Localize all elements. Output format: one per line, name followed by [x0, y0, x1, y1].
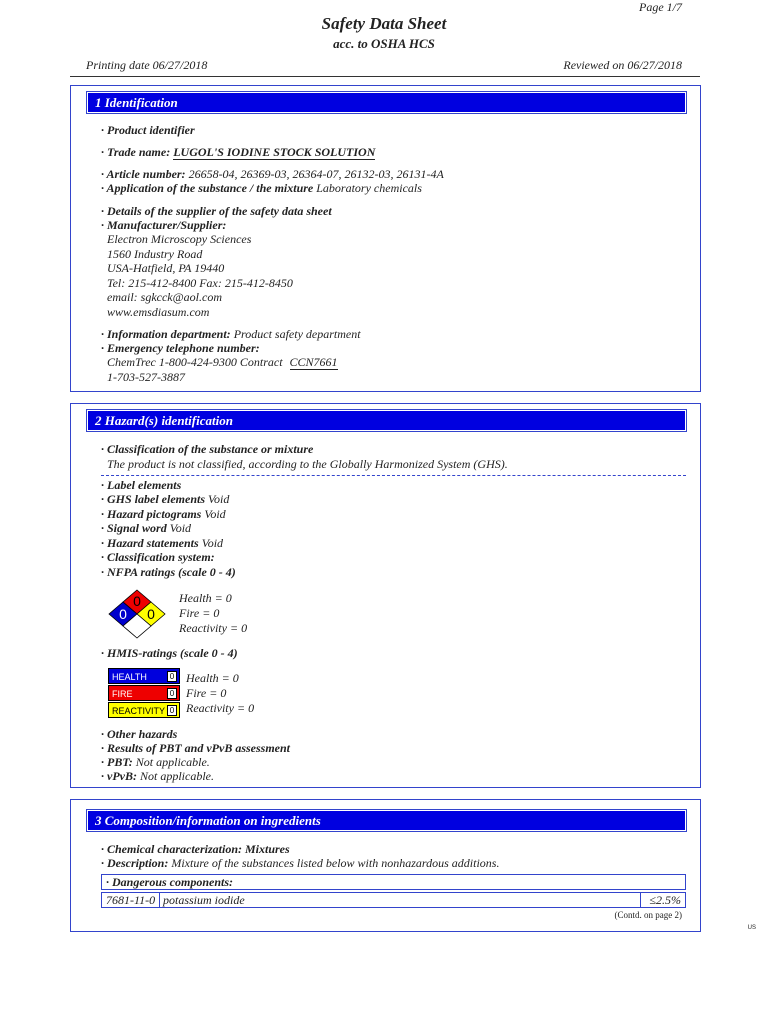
section-composition — [70, 799, 701, 932]
hmis-health-value: 0 — [167, 671, 177, 682]
trade-name-line — [101, 145, 375, 160]
description-value: Mixture of the substances listed below with nonhazardous additions. — [171, 856, 500, 870]
page-number: Page 1/7 — [639, 0, 682, 14]
address-line: Tel: 215-412-8400 Fax: 215-412-8450 — [107, 276, 293, 290]
nfpa-fire-value: 0 — [133, 593, 141, 609]
other-hazards-label: · Other hazards — [101, 727, 178, 741]
vpvb-label: · vPvB: — [101, 769, 137, 783]
article-number-value: 26658-04, 26369-03, 26364-07, 26132-03, 26131-4A — [188, 167, 444, 181]
section-title: 3 Composition/information on ingredients — [88, 811, 685, 830]
classification-system-label: · Classification system: — [101, 550, 215, 564]
hmis-ratings-label: · HMIS-ratings (scale 0 - 4) — [101, 646, 238, 660]
label-elements-label: · Label elements — [101, 478, 182, 492]
hmis-fire-value: 0 — [167, 688, 177, 699]
region-code: US — [747, 925, 756, 931]
hazard-statements-label: · Hazard statements — [101, 536, 199, 550]
nfpa-health-value: 0 — [119, 606, 127, 622]
hazard-statements-line — [101, 536, 223, 551]
document-subtitle: acc. to OSHA HCS — [333, 36, 435, 51]
signal-word-line — [101, 521, 191, 536]
components-table-header: · Dangerous components: — [101, 874, 686, 890]
hmis-reactivity-text: Reactivity = 0 — [186, 701, 255, 715]
chemical-characterization-label: · Chemical characterization: — [101, 842, 242, 856]
application-line — [101, 181, 422, 196]
ghs-value: Void — [208, 492, 230, 506]
dashed-divider — [101, 475, 686, 476]
chemical-characterization-line — [101, 842, 290, 857]
section-hazards — [70, 403, 701, 788]
chemtrec-line — [107, 355, 338, 370]
hmis-fire-bar — [108, 685, 180, 701]
component-concentration: ≤2.5% — [649, 893, 681, 907]
hmis-fire-label: FIRE — [112, 689, 133, 699]
manufacturer-label: · Manufacturer/Supplier: — [101, 218, 227, 232]
pictograms-label: · Hazard pictograms — [101, 507, 202, 521]
emergency-phone-label: · Emergency telephone number: — [101, 341, 260, 355]
nfpa-fire-text: Fire = 0 — [179, 606, 220, 620]
email-line: email: sgkcck@aol.com — [107, 290, 222, 304]
column-divider — [159, 893, 160, 907]
chemtrec-text: ChemTrec 1-800-424-9300 Contract — [107, 355, 283, 369]
nfpa-reactivity-value: 0 — [147, 606, 155, 622]
ghs-label-line — [101, 492, 229, 507]
article-number-label: · Article number: — [101, 167, 186, 181]
continued-note: (Contd. on page 2) — [614, 910, 682, 920]
pbt-value: Not applicable. — [135, 755, 210, 769]
section-title: 2 Hazard(s) identification — [88, 411, 685, 430]
address-line: USA-Hatfield, PA 19440 — [107, 261, 225, 275]
chemical-characterization-value: Mixtures — [245, 842, 290, 856]
classification-label: · Classification of the substance or mixture — [101, 442, 314, 456]
website-line: www.emsdiasum.com — [107, 305, 210, 319]
nfpa-diamond-icon — [107, 589, 167, 641]
trade-name-value: LUGOL'S IODINE STOCK SOLUTION — [173, 145, 376, 159]
hmis-reactivity-value: 0 — [167, 705, 177, 716]
hmis-reactivity-bar — [108, 702, 180, 718]
vpvb-line — [101, 769, 214, 784]
classification-text: The product is not classified, according to the Globally Harmonized System (GHS). — [107, 457, 508, 471]
hmis-health-label: HEALTH — [112, 672, 147, 682]
hazard-statements-value: Void — [201, 536, 224, 550]
hmis-health-bar — [108, 668, 180, 684]
address-line: Electron Microscopy Sciences — [107, 232, 252, 246]
nfpa-reactivity-text: Reactivity = 0 — [179, 621, 248, 635]
column-divider — [640, 893, 641, 907]
description-label: · Description: — [101, 856, 169, 870]
header-divider — [70, 76, 700, 77]
ghs-label: · GHS label elements — [101, 492, 205, 506]
info-department-value: Product safety department — [233, 327, 361, 341]
description-line — [101, 856, 499, 871]
vpvb-value: Not applicable. — [139, 769, 214, 783]
trade-name-label: · Trade name: — [101, 145, 171, 159]
info-department-label: · Information department: — [101, 327, 231, 341]
phone-line: 1-703-527-3887 — [107, 370, 185, 384]
table-row — [101, 892, 686, 908]
cas-number: 7681-11-0 — [106, 893, 156, 907]
hmis-health-text: Health = 0 — [186, 671, 239, 685]
product-identifier-label: · Product identifier — [101, 123, 195, 137]
document-title: Safety Data Sheet — [321, 14, 447, 33]
article-number-line — [101, 167, 444, 182]
pictograms-value: Void — [204, 507, 226, 521]
pictograms-line — [101, 507, 226, 522]
address-line: 1560 Industry Road — [107, 247, 203, 261]
printing-date: Printing date 06/27/2018 — [86, 58, 208, 72]
hmis-reactivity-label: REACTIVITY — [112, 706, 166, 716]
nfpa-ratings-label: · NFPA ratings (scale 0 - 4) — [101, 565, 236, 579]
hmis-fire-text: Fire = 0 — [186, 686, 227, 700]
contract-number: CCN7661 — [289, 355, 338, 369]
signal-word-label: · Signal word — [101, 521, 167, 535]
pbt-line — [101, 755, 210, 770]
section-title: 1 Identification — [88, 93, 685, 112]
component-name: potassium iodide — [163, 893, 245, 907]
info-department-line — [101, 327, 361, 342]
pbt-label: · PBT: — [101, 755, 133, 769]
section-identification — [70, 85, 701, 392]
application-label: · Application of the substance / the mixture — [101, 181, 314, 195]
signal-word-value: Void — [169, 521, 192, 535]
pbt-results-label: · Results of PBT and vPvB assessment — [101, 741, 291, 755]
supplier-details-label: · Details of the supplier of the safety data sheet — [101, 204, 332, 218]
application-value: Laboratory chemicals — [316, 181, 422, 195]
nfpa-health-text: Health = 0 — [179, 591, 232, 605]
reviewed-date: Reviewed on 06/27/2018 — [563, 58, 682, 72]
